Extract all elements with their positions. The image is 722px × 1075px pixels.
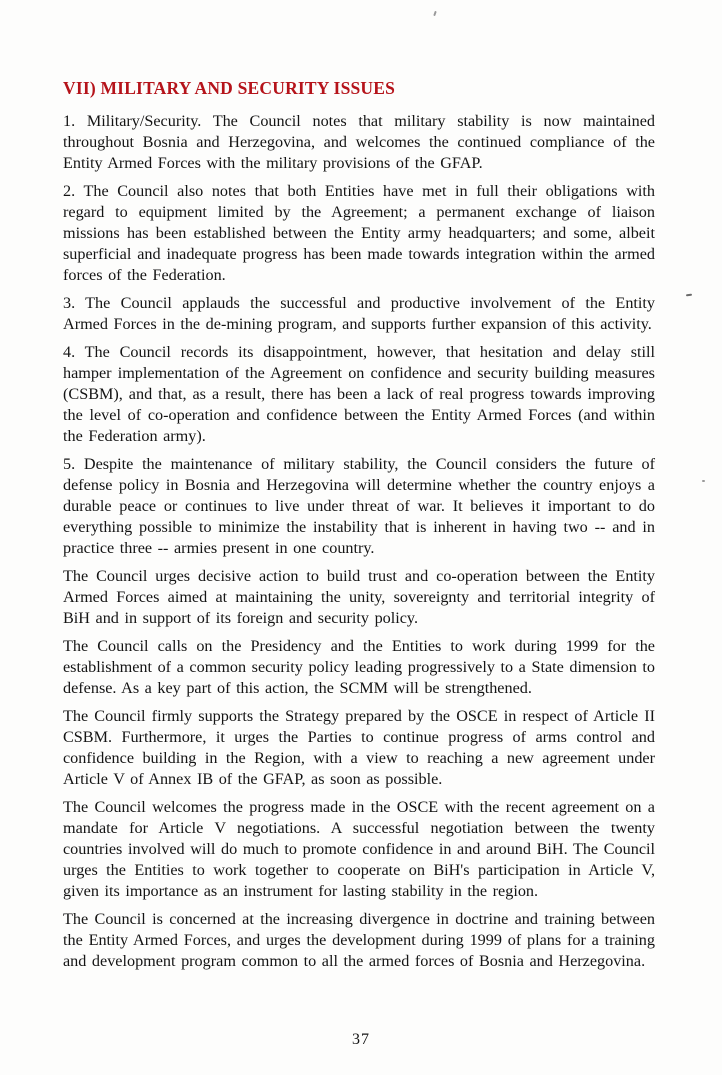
paragraph-csbm-disappointment: 4. The Council records its disappointment, however, that hesitation and delay still hamper implementation of the Agreement on confidence and security building measures (CSBM), and that, as a result, there has been a lack of real progress towards improving the level of co-operation and confidence between the Entity Armed Forces (and within the Federation army). (63, 343, 655, 445)
paragraph-obligations: 2. The Council also notes that both Entities have met in full their obligations with regard to equipment limited by the Agreement; a permanent exchange of liaison missions has been established between the Entity army headquarters; and some, albeit superficial and inadequate progress has been made towards integration within the armed forces of the Federation. (63, 182, 655, 284)
scan-speck (702, 480, 705, 482)
paragraph-defense-policy: 5. Despite the maintenance of military stability, the Council considers the future of defense policy in Bosnia and Herzegovina will determine whether the country enjoys a durable peace or continues to live under threat of war. It believes it important to do everything possible to minimize the instability that is inherent in having two -- and in practice three -- armies present in one country. (63, 455, 655, 557)
scan-speck (433, 11, 437, 16)
paragraph-article-v: The Council welcomes the progress made in the OSCE with the recent agreement on a mandate for Article V negotiations. A successful negotiation between the twenty countries involved will do much to promote confidence in and around BiH. The Council urges the Entities to work together to cooperate on BiH's participation in Article V, given its importance as an instrument for lasting stability in the region. (63, 798, 655, 900)
paragraph-presidency-scmm: The Council calls on the Presidency and the Entities to work during 1999 for the establishment of a common security policy leading progressively to a State dimension to defense. As a key part of this action, the SCMM will be strengthened. (63, 637, 655, 697)
scan-speck (686, 294, 692, 297)
paragraph-doctrine-training: The Council is concerned at the increasing divergence in doctrine and training between the Entity Armed Forces, and urges the development during 1999 of plans for a training and development program common to all the armed forces of Bosnia and Herzegovina. (63, 910, 655, 970)
paragraph-trust-cooperation: The Council urges decisive action to build trust and co-operation between the Entity Armed Forces aimed at maintaining the unity, sovereignty and territorial integrity of BiH and in support of its foreign and security policy. (63, 567, 655, 627)
page-number: 37 (352, 1031, 370, 1048)
paragraph-demining: 3. The Council applauds the successful and productive involvement of the Entity Armed Forces in the de-mining program, and supports further expansion of this activity. (63, 294, 655, 333)
paragraph-military-security: 1. Military/Security. The Council notes that military stability is now maintained throughout Bosnia and Herzegovina, and welcomes the continued compliance of the Entity Armed Forces with the military provisions of the GFAP. (63, 112, 655, 172)
paragraph-osce-strategy: The Council firmly supports the Strategy prepared by the OSCE in respect of Article II CSBM. Furthermore, it urges the Parties to continue progress of arms control and confidence building in the Region, with a view to reaching a new agreement under Article V of Annex IB of the GFAP, as soon as possible. (63, 707, 655, 788)
section-heading: VII) MILITARY AND SECURITY ISSUES (63, 78, 396, 98)
